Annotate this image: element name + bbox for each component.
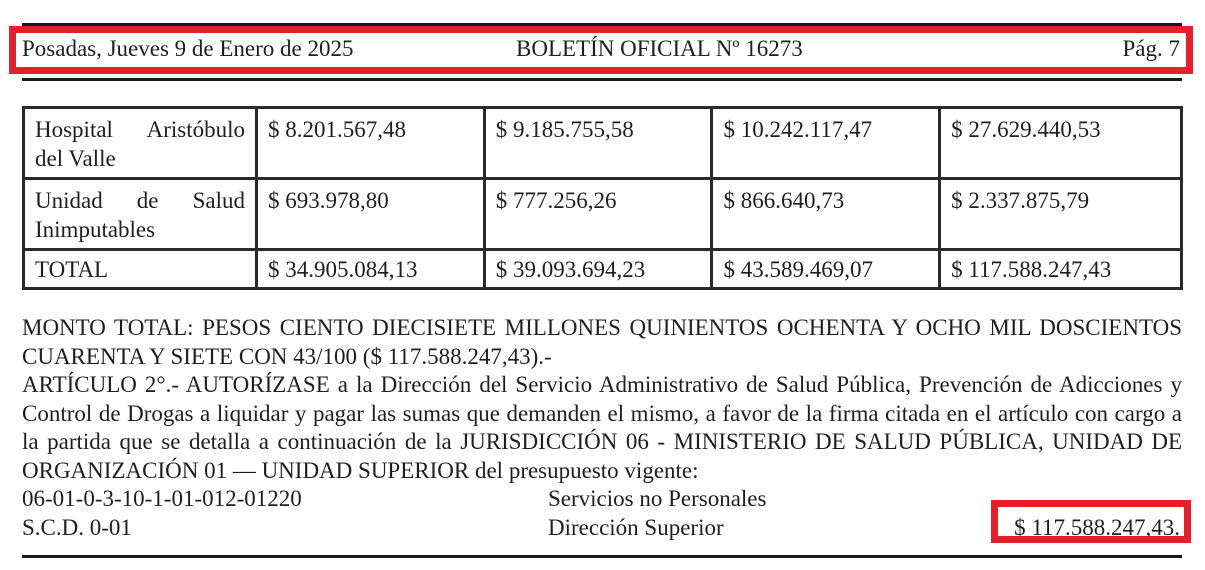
cell-value: $ 27.629.440,53 (940, 108, 1182, 179)
header-publication: BOLETÍN OFICIAL Nº 16273 (516, 36, 803, 61)
budget-description: Servicios no Personales (548, 486, 767, 511)
cell-value: $ 117.588.247,43 (940, 250, 1182, 289)
cell-value: $ 39.093.694,23 (484, 250, 712, 289)
header-place-date: Posadas, Jueves 9 de Enero de 2025 (22, 36, 354, 61)
cell-value: $ 34.905.084,13 (257, 250, 485, 289)
cell-value: $ 777.256,26 (484, 179, 712, 250)
cell-value: $ 2.337.875,79 (940, 179, 1182, 250)
articulo-2-paragraph: ARTÍCULO 2°.- AUTORÍZASE a la Dirección del Servicio Administrativo de Salud Pública, Prevención de Adicciones y Control de Drogas a liquidar y pagar las sumas que demanden el mismo, a favor de la firma citada en el artículo con cargo a la partida que se detalla a continuación de la JURISDICCIÓN 06 - MINISTERIO DE SALUD PÚBLICA, UNIDAD DE ORGANIZACIÓN 01 — UNIDAD SUPERIOR del presupuesto vigente: (22, 372, 1182, 483)
monto-total-paragraph: MONTO TOTAL: PESOS CIENTO DIECISIETE MILLONES QUINIENTOS OCHENTA Y OCHO MIL DOSCIENTOS CUARENTA Y SIETE CON 43/100 ($ 117.588.247,43).- (22, 315, 1182, 369)
budget-code: S.C.D. 0-01 (22, 514, 132, 540)
amount-highlight-box (991, 500, 1191, 543)
cell-value: $ 693.978,80 (257, 179, 485, 250)
budget-code: 06-01-0-3-10-1-01-012-01220 (22, 486, 302, 511)
cell-value: $ 10.242.117,47 (712, 108, 940, 179)
row-name: TOTAL (24, 250, 257, 289)
header-bottom-rule (22, 78, 1182, 81)
cell-value: $ 43.589.469,07 (712, 250, 940, 289)
table-row (24, 179, 1182, 250)
page-header (22, 32, 1182, 66)
budget-description: Dirección Superior (548, 514, 724, 540)
table-row (24, 108, 1182, 179)
budget-table (22, 106, 1183, 290)
budget-amount: $ 117.588.247,43. (1014, 514, 1180, 540)
cell-value: $ 8.201.567,48 (257, 108, 485, 179)
row-name: Unidad de Salud Inimputables (24, 179, 257, 250)
cell-value: $ 9.185.755,58 (484, 108, 712, 179)
cell-value: $ 866.640,73 (712, 179, 940, 250)
row-name: Hospital Aristóbulo del Valle (24, 108, 257, 179)
table-row-total (24, 250, 1182, 289)
bottom-rule (22, 555, 1182, 558)
header-page-number: Pág. 7 (1122, 36, 1180, 61)
